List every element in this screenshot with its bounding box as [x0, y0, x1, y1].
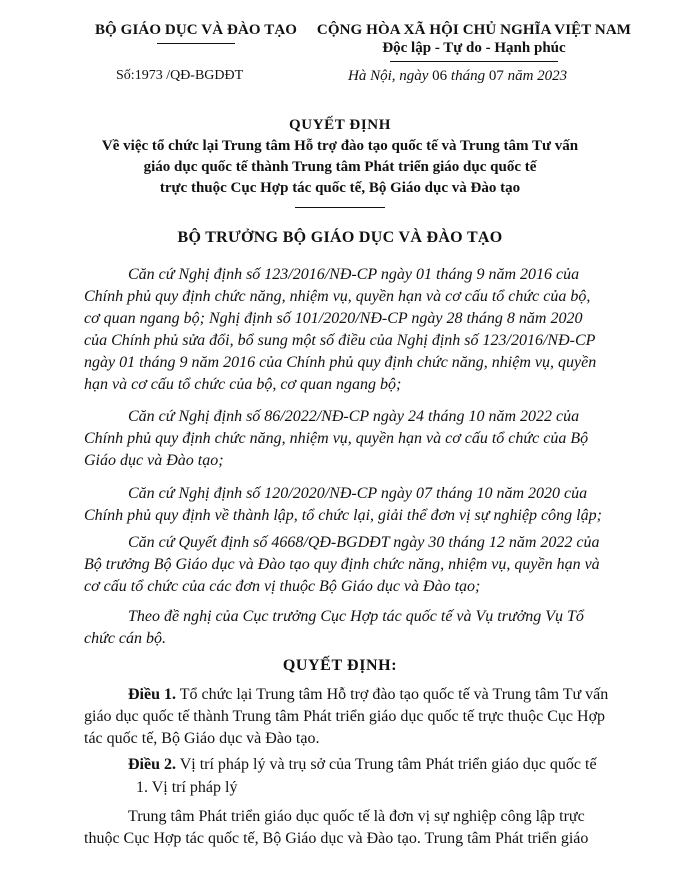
article-2	[84, 754, 624, 776]
paragraph-line	[84, 754, 624, 776]
place-and-date	[348, 68, 567, 85]
motto-underline	[390, 61, 558, 62]
document-number-value: 1973	[134, 68, 163, 83]
date-mid: tháng	[447, 68, 489, 84]
date-suffix: năm 2023	[503, 68, 568, 84]
decision-heading: QUYẾT ĐỊNH	[289, 117, 391, 133]
decision-title-block	[60, 115, 620, 208]
paragraph-line: hạn và cơ cấu tổ chức của bộ, cơ quan ngang bộ;	[84, 376, 402, 393]
paragraph-line: Căn cứ Quyết định số 4668/QĐ-BGDĐT ngày 30 tháng 12 năm 2022 của	[128, 534, 600, 551]
paragraph-line: thuộc Cục Hợp tác quốc tế, Bộ Giáo dục và Đào tạo. Trung tâm Phát triển giáo	[84, 830, 589, 847]
paragraph-line: cơ quan ngang bộ; Nghị định số 101/2020/NĐ-CP ngày 28 tháng 8 năm 2020	[84, 310, 583, 327]
paragraph-line: tác quốc tế, Bộ Giáo dục và Đào tạo.	[84, 730, 320, 747]
paragraph-line: chức cán bộ.	[84, 630, 167, 647]
paragraph-line: Chính phủ quy định chức năng, nhiệm vụ, quyền hạn và cơ cấu tổ chức của bộ,	[84, 288, 591, 305]
decision-section-heading: QUYẾT ĐỊNH:	[282, 657, 398, 674]
paragraph-line: cơ cấu tổ chức của các đơn vị thuộc Bộ Giáo dục và Đào tạo;	[84, 578, 481, 595]
document-number-prefix: Số:	[116, 68, 135, 83]
paragraph-line: của Chính phủ sửa đổi, bổ sung một số điều của Nghị định số 123/2016/NĐ-CP	[84, 332, 596, 349]
paragraph-line: Chính phủ quy định chức năng, nhiệm vụ, quyền hạn và cơ cấu tổ chức của Bộ	[84, 430, 589, 447]
decision-subject-line-2: giáo dục quốc tế thành Trung tâm Phát triển giáo dục quốc tế	[143, 159, 537, 175]
article-2-label: Điều 2.	[128, 756, 176, 773]
national-header-block	[308, 22, 640, 62]
paragraph-line: Trung tâm Phát triển giáo dục quốc tế là đơn vị sự nghiệp công lập trực	[128, 808, 585, 825]
national-motto: Độc lập - Tự do - Hạnh phúc	[382, 40, 566, 56]
paragraph-line: giáo dục quốc tế thành Trung tâm Phát triển giáo dục quốc tế trực thuộc Cục Hợp	[84, 708, 606, 725]
date-prefix: Hà Nội, ngày	[348, 68, 433, 84]
legal-basis-paragraph-3	[84, 483, 620, 527]
decision-subject-line-1: Về việc tổ chức lại Trung tâm Hỗ trợ đào tạo quốc tế và Trung tâm Tư vấn	[101, 138, 579, 154]
decision-subject-line-3: trực thuộc Cục Hợp tác quốc tế, Bộ Giáo dục và Đào tạo	[159, 180, 521, 196]
paragraph-line: Bộ trưởng Bộ Giáo dục và Đào tạo quy định chức năng, nhiệm vụ, quyền hạn và	[84, 556, 600, 573]
article-1	[84, 684, 624, 750]
legal-basis-paragraph-2	[84, 406, 620, 472]
paragraph-line: Theo đề nghị của Cục trưởng Cục Hợp tác quốc tế và Vụ trưởng Vụ Tổ	[128, 608, 584, 625]
paragraph-line: Căn cứ Nghị định số 86/2022/NĐ-CP ngày 24 tháng 10 năm 2022 của	[128, 408, 580, 425]
date-month: 07	[488, 68, 504, 84]
subsection-legal-status-heading: 1. Vị trí pháp lý	[136, 779, 238, 796]
paragraph-line: Căn cứ Nghị định số 123/2016/NĐ-CP ngày 01 tháng 9 năm 2016 của	[128, 266, 580, 283]
paragraph-line: Chính phủ quy định về thành lập, tổ chức lại, giải thể đơn vị sự nghiệp công lập;	[84, 507, 602, 524]
legal-basis-paragraph-5	[84, 606, 620, 650]
paragraph-line: Giáo dục và Đào tạo;	[84, 452, 224, 469]
article-2-text: Vị trí pháp lý và trụ sở của Trung tâm Phát triển giáo dục quốc tế	[176, 756, 597, 773]
legal-basis-paragraph-4	[84, 532, 620, 598]
subsection-legal-status-body	[84, 806, 624, 850]
article-1-label: Điều 1.	[128, 686, 176, 703]
issuing-authority-block	[80, 22, 312, 44]
paragraph-line	[84, 684, 624, 706]
legal-basis-paragraph-1	[84, 264, 620, 396]
ministry-name: BỘ GIÁO DỤC VÀ ĐÀO TẠO	[94, 22, 298, 38]
ministry-underline	[157, 43, 235, 44]
date-day: 06	[432, 68, 448, 84]
title-underline	[295, 207, 385, 208]
paragraph-line: Căn cứ Nghị định số 120/2020/NĐ-CP ngày 07 tháng 10 năm 2020 của	[128, 485, 588, 502]
document-number-suffix: /QĐ-BGDĐT	[162, 68, 244, 83]
nation-name: CỘNG HÒA XÃ HỘI CHỦ NGHĨA VIỆT NAM	[316, 22, 632, 38]
signer-title: BỘ TRƯỞNG BỘ GIÁO DỤC VÀ ĐÀO TẠO	[177, 229, 503, 246]
document-number	[116, 68, 243, 84]
paragraph-line: ngày 01 tháng 9 năm 2016 của Chính phủ quy định chức năng, nhiệm vụ, quyền	[84, 354, 597, 371]
article-1-text: Tổ chức lại Trung tâm Hỗ trợ đào tạo quốc tế và Trung tâm Tư vấn	[176, 686, 609, 703]
